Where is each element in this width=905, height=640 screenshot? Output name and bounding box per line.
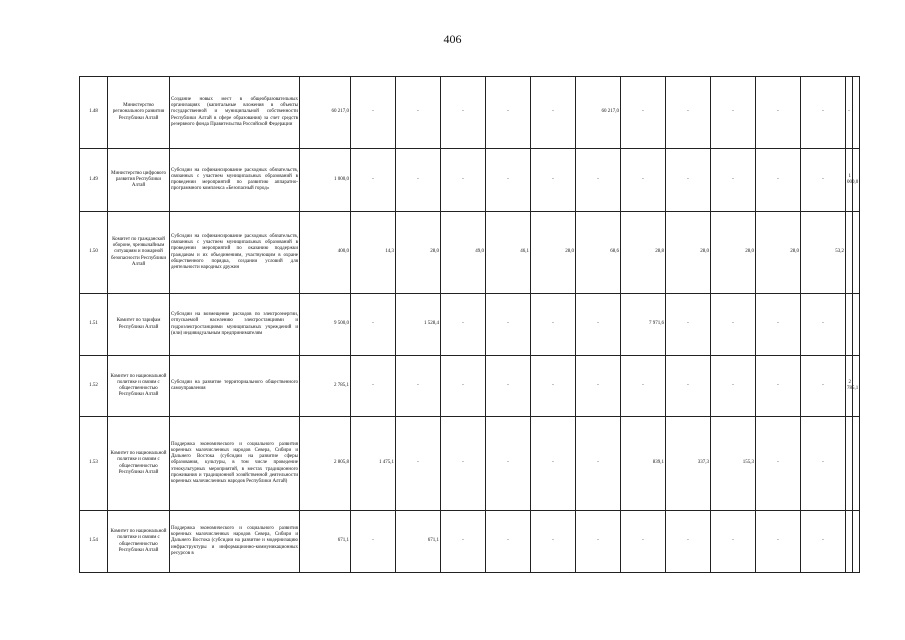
- amount-cell: 1 475,1: [351, 417, 396, 511]
- amount-cell: -: [666, 294, 711, 356]
- amount-cell: -: [756, 417, 801, 511]
- responsible-organization: Комитет по тарифам Республики Алтай: [108, 294, 170, 356]
- amount-cell: 671,1: [396, 511, 441, 573]
- amount-cell: -: [351, 294, 396, 356]
- table-row: [80, 77, 860, 149]
- amount-cell: 53,2: [801, 212, 846, 294]
- expense-description: Субсидии на развитие территориального общественного самоуправления: [170, 356, 300, 417]
- total-amount-cell: 2 805,8: [300, 417, 351, 511]
- amount-cell: [853, 212, 860, 294]
- total-amount-cell: 9 500,0: [300, 294, 351, 356]
- expense-description: Субсидии на софинансирование расходных обязательств, связанных с участием муниципальных образований в проведении мероприятий по развитию аппаратно-программного комплекса «Безопасный город»: [170, 149, 300, 212]
- amount-cell: -: [351, 511, 396, 573]
- expense-description: Субсидии на софинансирование расходных обязательств, связанных с участием муниципальных образований в проведении мероприятий по оказанию поддержки гражданам и их объединениям, участвующим в охране общественного порядка, создании условий для деятельности народных дружин: [170, 212, 300, 294]
- amount-cell: -: [396, 149, 441, 212]
- amount-cell: -: [441, 511, 486, 573]
- amount-cell: 28,8: [621, 212, 666, 294]
- amount-cell: -: [801, 149, 846, 212]
- amount-cell: [846, 511, 853, 573]
- table-row: [80, 212, 860, 294]
- amount-cell: -: [711, 511, 756, 573]
- amount-cell: -: [711, 77, 756, 149]
- amount-cell: [853, 417, 860, 511]
- amount-cell: 28,0: [666, 212, 711, 294]
- table-row: [80, 511, 860, 573]
- amount-cell: 839,1: [621, 417, 666, 511]
- amount-cell: -: [486, 356, 531, 417]
- expense-description: Создание новых мест в общеобразовательных организациях (капитальные вложения в объекты государственной и муниципальной собственности Республики Алтай в сфере образования) за счет средств резервного фонда Правительства Российской Федерации: [170, 77, 300, 149]
- table-row: [80, 356, 860, 417]
- amount-cell: -: [711, 356, 756, 417]
- row-number: 1.53: [80, 417, 108, 511]
- amount-cell: 14,3: [351, 212, 396, 294]
- amount-cell: 2 785,1: [846, 356, 853, 417]
- amount-cell: 28,0: [711, 212, 756, 294]
- amount-cell: [846, 294, 853, 356]
- amount-cell: -: [576, 417, 621, 511]
- responsible-organization: Комитет по национальной политике и связям с общественностью Республики Алтай: [108, 356, 170, 417]
- amount-cell: [853, 511, 860, 573]
- table-row: [80, 149, 860, 212]
- row-number: 1.54: [80, 511, 108, 573]
- total-amount-cell: 671,1: [300, 511, 351, 573]
- amount-cell: -: [441, 356, 486, 417]
- amount-cell: -: [846, 77, 853, 149]
- amount-cell: -: [441, 77, 486, 149]
- row-number: 1.51: [80, 294, 108, 356]
- amount-cell: -: [576, 149, 621, 212]
- amount-cell: -: [666, 511, 711, 573]
- expense-description: Поддержка экономического и социального развития коренных малочисленных народов Севера, Сибири и Дальнего Востока (субсидии на развитие сферы образования, культуры, в том числе проведение этнокультурных мероприятий, в местах традиционного проживания и традиционной хозяйственной деятельности коренных малочисленных народов Республики Алтай): [170, 417, 300, 511]
- amount-cell: -: [756, 511, 801, 573]
- amount-cell: -: [396, 77, 441, 149]
- responsible-organization: Министерство регионального развития Республики Алтай: [108, 77, 170, 149]
- responsible-organization: Министерство цифрового развития Республики Алтай: [108, 149, 170, 212]
- amount-cell: 68,6: [576, 212, 621, 294]
- total-amount-cell: 60 217,0: [300, 77, 351, 149]
- amount-cell: 337,3: [666, 417, 711, 511]
- amount-cell: -: [396, 356, 441, 417]
- row-number: 1.50: [80, 212, 108, 294]
- amount-cell: 60 217,0: [576, 77, 621, 149]
- amount-cell: -: [531, 77, 576, 149]
- responsible-organization: Комитет по национальной политике и связям с общественностью Республики Алтай: [108, 511, 170, 573]
- amount-cell: -: [576, 511, 621, 573]
- amount-cell: -: [486, 417, 531, 511]
- responsible-organization: Комитет по гражданской обороне, чрезвычайным ситуациям и пожарной безопасности Республики Алтай: [108, 212, 170, 294]
- amount-cell: 46,1: [486, 212, 531, 294]
- row-number: 1.52: [80, 356, 108, 417]
- amount-cell: -: [351, 77, 396, 149]
- amount-cell: -: [711, 294, 756, 356]
- amount-cell: -: [576, 356, 621, 417]
- amount-cell: -: [666, 356, 711, 417]
- amount-cell: -: [486, 511, 531, 573]
- amount-cell: -: [576, 294, 621, 356]
- amount-cell: -: [441, 294, 486, 356]
- amount-cell: -: [621, 511, 666, 573]
- amount-cell: -: [711, 149, 756, 212]
- amount-cell: -: [486, 294, 531, 356]
- amount-cell: -: [666, 77, 711, 149]
- amount-cell: 28,0: [396, 212, 441, 294]
- expense-description: Субсидии на возмещение расходов по электроэнергии, отпускаемой населению электростанциями и гидроэлектростанциями муниципальных учреждений и (или) индивидуальным предпринимателям: [170, 294, 300, 356]
- amount-cell: 1 528,4: [396, 294, 441, 356]
- table-row: [80, 417, 860, 511]
- amount-cell: -: [531, 356, 576, 417]
- amount-cell: [853, 77, 860, 149]
- amount-cell: -: [801, 356, 846, 417]
- total-amount-cell: 1 000,0: [300, 149, 351, 212]
- amount-cell: -: [531, 294, 576, 356]
- amount-cell: 1 000,0: [846, 149, 853, 212]
- amount-cell: 28,0: [756, 212, 801, 294]
- amount-cell: -: [486, 77, 531, 149]
- row-number: 1.49: [80, 149, 108, 212]
- amount-cell: -: [756, 77, 801, 149]
- amount-cell: 49,0: [441, 212, 486, 294]
- row-number: 1.48: [80, 77, 108, 149]
- amount-cell: [846, 212, 853, 294]
- amount-cell: 155,3: [711, 417, 756, 511]
- amount-cell: -: [801, 77, 846, 149]
- amount-cell: 7 971,6: [621, 294, 666, 356]
- page-number: 406: [443, 32, 462, 46]
- amount-cell: -: [756, 149, 801, 212]
- amount-cell: 28,0: [531, 212, 576, 294]
- amount-cell: -: [801, 511, 846, 573]
- amount-cell: -: [756, 356, 801, 417]
- amount-cell: [853, 294, 860, 356]
- amount-cell: -: [756, 294, 801, 356]
- table-row: [80, 294, 860, 356]
- amount-cell: -: [531, 417, 576, 511]
- amount-cell: -: [621, 356, 666, 417]
- total-amount-cell: 400,0: [300, 212, 351, 294]
- amount-cell: -: [801, 417, 846, 511]
- amount-cell: -: [531, 511, 576, 573]
- amount-cell: -: [396, 417, 441, 511]
- amount-cell: -: [486, 149, 531, 212]
- amount-cell: -: [801, 294, 846, 356]
- amount-cell: -: [441, 149, 486, 212]
- amount-cell: -: [531, 149, 576, 212]
- expense-description: Поддержка экономического и социального развития коренных малочисленных народов Севера, Сибири и Дальнего Востока (субсидии на развитие и модернизацию инфраструктуры и информационно-коммуникационных ресурсов в: [170, 511, 300, 573]
- amount-cell: -: [351, 149, 396, 212]
- responsible-organization: Комитет по национальной политике и связям с общественностью Республики Алтай: [108, 417, 170, 511]
- amount-cell: -: [351, 356, 396, 417]
- budget-table: [79, 76, 860, 573]
- amount-cell: -: [441, 417, 486, 511]
- amount-cell: -: [621, 77, 666, 149]
- amount-cell: [846, 417, 853, 511]
- amount-cell: -: [666, 149, 711, 212]
- amount-cell: -: [621, 149, 666, 212]
- total-amount-cell: 2 785,1: [300, 356, 351, 417]
